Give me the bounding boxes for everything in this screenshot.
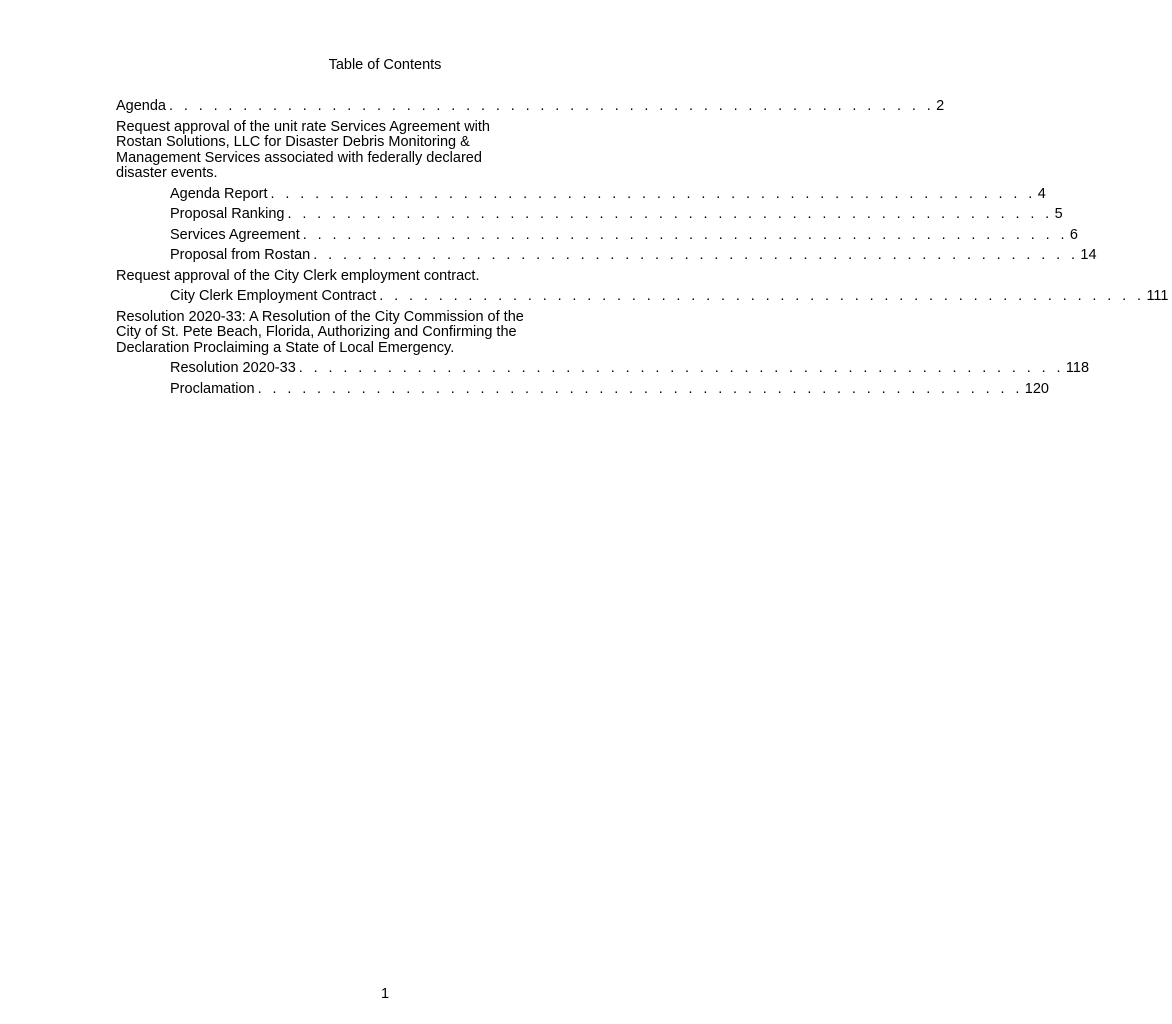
dot-leader: . . . . . . . . . . . . . . . . . . . . . . . . . . . . . . . . . . . . . . . . . . . . . . . . . . . . — [287, 206, 1053, 222]
dot-leader: . . . . . . . . . . . . . . . . . . . . . . . . . . . . . . . . . . . . . . . . . . . . . . . . . . . . — [298, 360, 1064, 376]
page-title: Table of Contents — [328, 57, 442, 73]
toc-entry-proposal-ranking[interactable] — [116, 205, 1063, 226]
toc-entry-label: Proclamation — [170, 380, 255, 397]
toc-entry-resolution[interactable] — [116, 359, 1090, 380]
toc-entry-label: Proposal from Rostan — [170, 247, 311, 263]
toc-entry-page: 6 — [1069, 226, 1078, 243]
toc-entry-agenda-report[interactable] — [116, 185, 1046, 206]
toc-entry-city-clerk-contract[interactable] — [116, 287, 1169, 308]
dot-leader: . . . . . . . . . . . . . . . . . . . . . . . . . . . . . . . . . . . . . . . . . . . . . . . . . . . . — [313, 247, 1079, 263]
toc-entry-label: City Clerk Employment Contract — [170, 288, 377, 304]
toc-entry-label: Services Agreement — [170, 226, 300, 243]
toc-entry-page: 14 — [1080, 247, 1097, 263]
toc-entry-label: Agenda Report — [170, 185, 268, 202]
toc-entry-page: 2 — [936, 98, 945, 114]
toc-entry-page: 5 — [1054, 206, 1063, 222]
toc-section-heading: Resolution 2020-33: A Resolution of the City Commission of the City of St. Pete Beach, Florida, Authorizing and Confirming the Declaration Proclaiming a State of Local Emergency. — [116, 308, 524, 356]
toc-section-heading: Request approval of the City Clerk employment contract. — [116, 267, 480, 284]
toc-entry-page: 111 — [1146, 288, 1169, 304]
dot-leader: . . . . . . . . . . . . . . . . . . . . . . . . . . . . . . . . . . . . . . . . . . . . . . . . . . . . — [257, 380, 1023, 397]
toc-entry-page: 4 — [1037, 185, 1046, 202]
toc-entry-proposal-from-rostan[interactable] — [116, 246, 1097, 267]
toc-entry-page: 120 — [1024, 380, 1049, 397]
toc-entry-proclamation[interactable] — [116, 380, 1049, 401]
dot-leader: . . . . . . . . . . . . . . . . . . . . . . . . . . . . . . . . . . . . . . . . . . . . . . . . . . . . — [169, 98, 935, 114]
toc-entry-agenda[interactable] — [116, 97, 945, 118]
dot-leader: . . . . . . . . . . . . . . . . . . . . . . . . . . . . . . . . . . . . . . . . . . . . . . . . . . . . — [379, 288, 1145, 304]
toc-entry-label: Agenda — [116, 98, 166, 114]
toc-entry-label: Resolution 2020-33 — [170, 360, 296, 376]
toc-entry-services-agreement[interactable] — [116, 226, 1078, 247]
page-number: 1 — [380, 986, 390, 1002]
toc-entry-page: 118 — [1065, 360, 1090, 376]
dot-leader: . . . . . . . . . . . . . . . . . . . . . . . . . . . . . . . . . . . . . . . . . . . . . . . . . . . . — [302, 226, 1068, 243]
dot-leader: . . . . . . . . . . . . . . . . . . . . . . . . . . . . . . . . . . . . . . . . . . . . . . . . . . . . — [270, 185, 1036, 202]
toc-entry-label: Proposal Ranking — [170, 206, 285, 222]
toc-section-heading: Request approval of the unit rate Services Agreement with Rostan Solutions, LLC for Disaster Debris Monitoring & Management Services associated with federally declared disaster events. — [116, 118, 490, 181]
table-of-contents — [116, 97, 1169, 400]
